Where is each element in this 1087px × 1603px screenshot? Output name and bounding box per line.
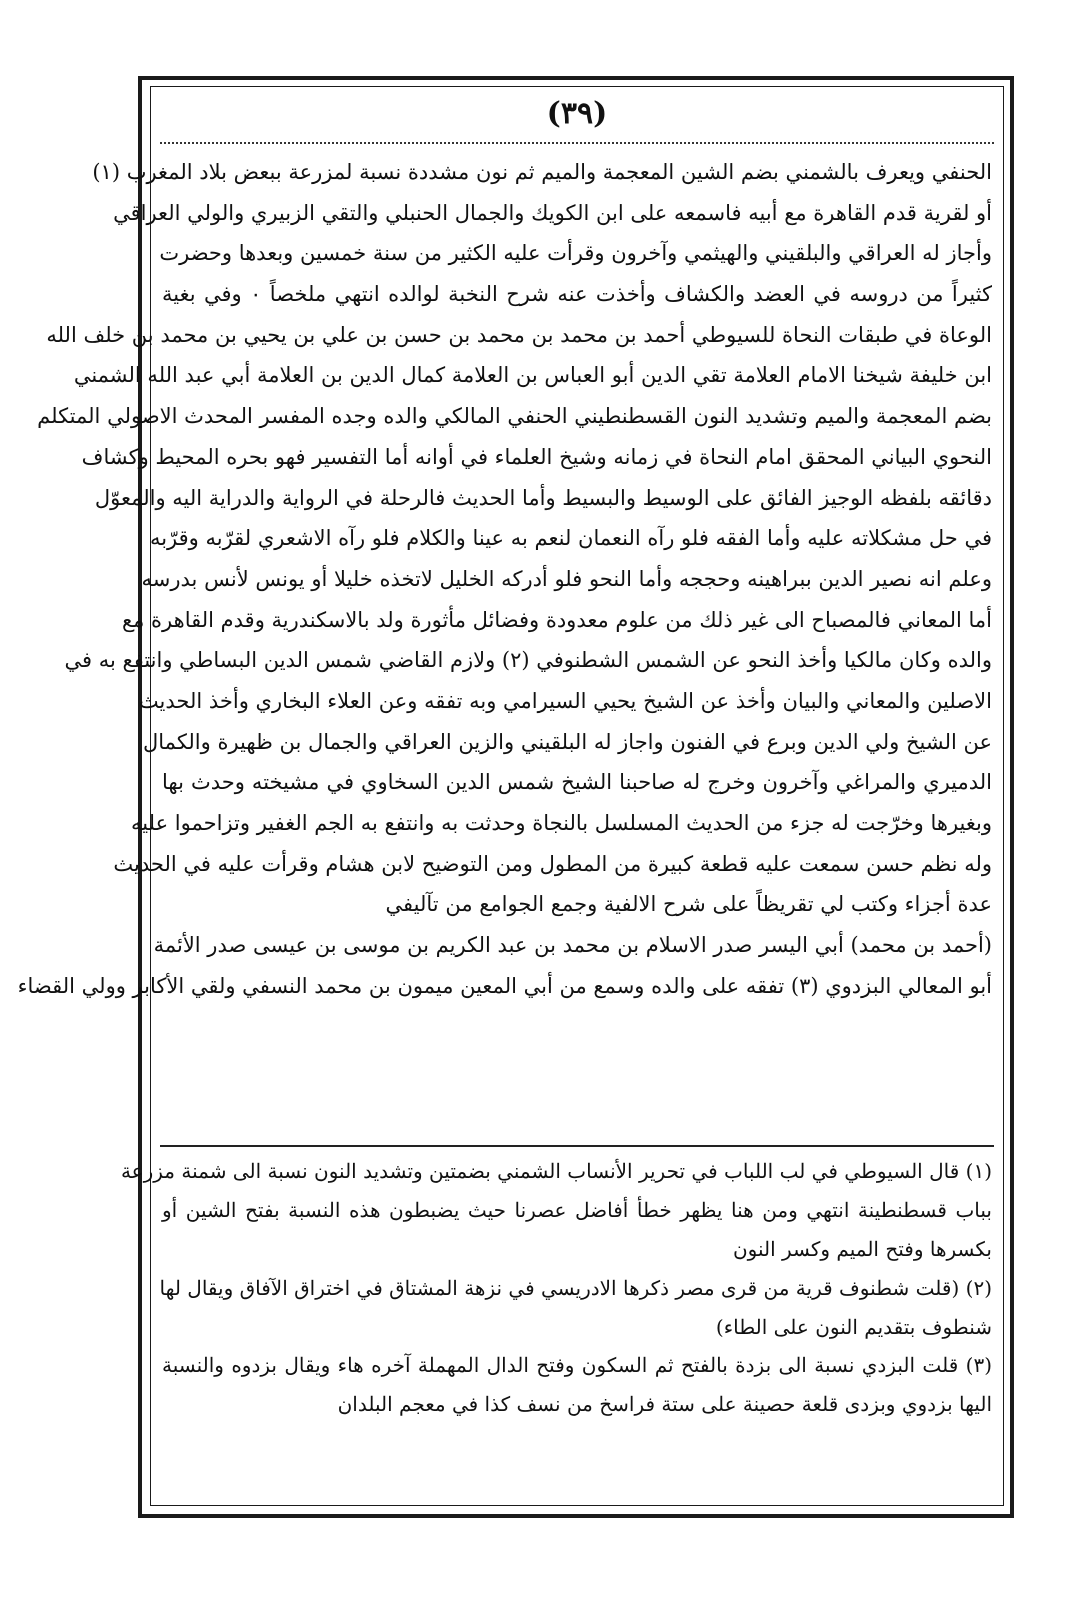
- text-line: دقائقه بلفظه الوجيز الفائق على الوسيط والبسيط وأما الحديث فالرحلة في الرواية والدراية اليه والمعوّل: [94, 485, 992, 510]
- text-line: في حل مشكلاته عليه وأما الفقه فلو رآه النعمان لنعم به عينا والكلام فلو رآه الاشعري لقرّبه وقرّبه: [149, 526, 992, 551]
- text-line: ابن خليفة شيخنا الامام العلامة تقي الدين أبو العباس بن العلامة كمال الدين بن العلامة أبي عبد الله الشمني: [73, 363, 992, 388]
- footnotes: [120, 1152, 992, 1424]
- text-line: عن الشيخ ولي الدين وبرع في الفنون واجاز له البلقيني والزين العراقي والجمال بن ظهيرة والكمال: [143, 729, 992, 754]
- footnote-line: (٣) قلت البزدي نسبة الى بزدة بالفتح ثم السكون وفتح الدال المهملة آخره هاء ويقال بزدوه والنسبة: [162, 1353, 992, 1378]
- text-line: الدميري والمراغي وآخرون وخرج له صاحبنا الشيخ شمس الدين السخاوي في مشيخته وحدث بها: [162, 770, 992, 795]
- text-line: الاصلين والمعاني والبيان وأخذ عن الشيخ يحيي السيرامي وبه تفقه وعن العلاء البخاري وأخذ الحديث: [138, 688, 992, 713]
- entry-heading-line: (أحمد بن محمد) أبي اليسر صدر الاسلام بن محمد بن عبد الكريم بن موسى بن عيسى صدر الأئمة: [153, 933, 992, 958]
- text-line: وله نظم حسن سمعت عليه قطعة كبيرة من المطول ومن التوضيح لابن هشام وقرأت عليه في الحديث: [113, 851, 992, 876]
- text-line: أما المعاني فالمصباح الى غير ذلك من علوم معدودة وفضائل مأثورة ولد بالاسكندرية وقدم القاهرة مع: [121, 607, 992, 632]
- text-line: كثيراً من دروسه في العضد والكشاف وأخذت عنه شرح النخبة لوالده انتهي ملخصاً ٠ وفي بغية: [162, 282, 993, 307]
- footnote-line: (١) قال السيوطي في لب اللباب في تحرير الأنساب الشمني بضمتين وتشديد النون نسبة الى شمنة مزرعة: [120, 1159, 992, 1183]
- page-number: (٣٩): [546, 96, 608, 131]
- footnote-line: بباب قسطنطينة انتهي ومن هنا يظهر خطأ أفاضل عصرنا حيث يضبطون هذه النسبة بفتح الشين أو: [162, 1197, 992, 1222]
- text-line: أبو المعالي البزدوي (٣) تفقه على والده وسمع من أبي المعين ميمون بن محمد النسفي ولقي الأكابر وولي القضاء: [17, 973, 992, 998]
- text-line: وأجاز له العراقي والبلقيني والهيثمي وآخرون وقرأت عليه الكثير من سنة خمسين وبعدها وحضرت: [159, 241, 992, 266]
- text-line: عدة أجزاء وكتب لي تقريظاً على شرح الالفية وجمع الجوامع من تآليفي: [385, 892, 992, 917]
- text-line: الوعاة في طبقات النحاة للسيوطي أحمد بن محمد بن محمد بن حسن بن علي بن يحيي بن محمد بن خلف الله: [46, 322, 992, 347]
- text-line: أو لقرية قدم القاهرة مع أبيه فاسمعه على ابن الكويك والجمال الحنبلي والتقي الزبيري والولي العراقي: [113, 200, 992, 225]
- footnote-separator: [160, 1145, 994, 1147]
- text-line: والده وكان مالكيا وأخذ النحو عن الشمس الشطنوفي (٢) ولازم القاضي شمس الدين البساطي وانتفع به في: [64, 648, 992, 673]
- text-line: وبغيرها وخرّجت له جزء من الحديث المسلسل بالنجاة وحدثت به وانتفع به الجم الغفير وتزاحموا عليه: [131, 811, 992, 835]
- footnote-line: اليها بزدوي وبزدى قلعة حصينة على ستة فراسخ من نسف كذا في معجم البلدان: [337, 1392, 992, 1417]
- text-line: بضم المعجمة والميم وتشديد النون القسطنطيني الحنفي المالكي والده وجده المفسر المحدث الاصولي المتكلم: [37, 404, 992, 429]
- text-line: الحنفي ويعرف بالشمني بضم الشين المعجمة والميم ثم نون مشددة نسبة لمزرعة ببعض بلاد المغرب (١): [92, 160, 992, 184]
- footnote-line: بكسرها وفتح الميم وكسر النون: [732, 1236, 992, 1261]
- footnote-line: شنطوف بتقديم النون على الطاء): [715, 1314, 992, 1339]
- text-line: وعلم انه نصير الدين ببراهينه وحججه وأما النحو فلو أدركه الخليل لاتخذه خليلا أو يونس لأنس بدرسه: [141, 566, 992, 591]
- text-line: النحوي البياني المحقق امام النحاة في زمانه وشيخ العلماء في أوانه أما التفسير فهو بحره المحيط وكشاف: [81, 444, 992, 469]
- footnote-line: (٢) (قلت شطنوف قرية من قرى مصر ذكرها الادريسي في نزهة المشتاق في اختراق الآفاق ويقال لها: [159, 1275, 992, 1300]
- main-text: [17, 152, 993, 1006]
- header-dotted-rule: [160, 142, 994, 144]
